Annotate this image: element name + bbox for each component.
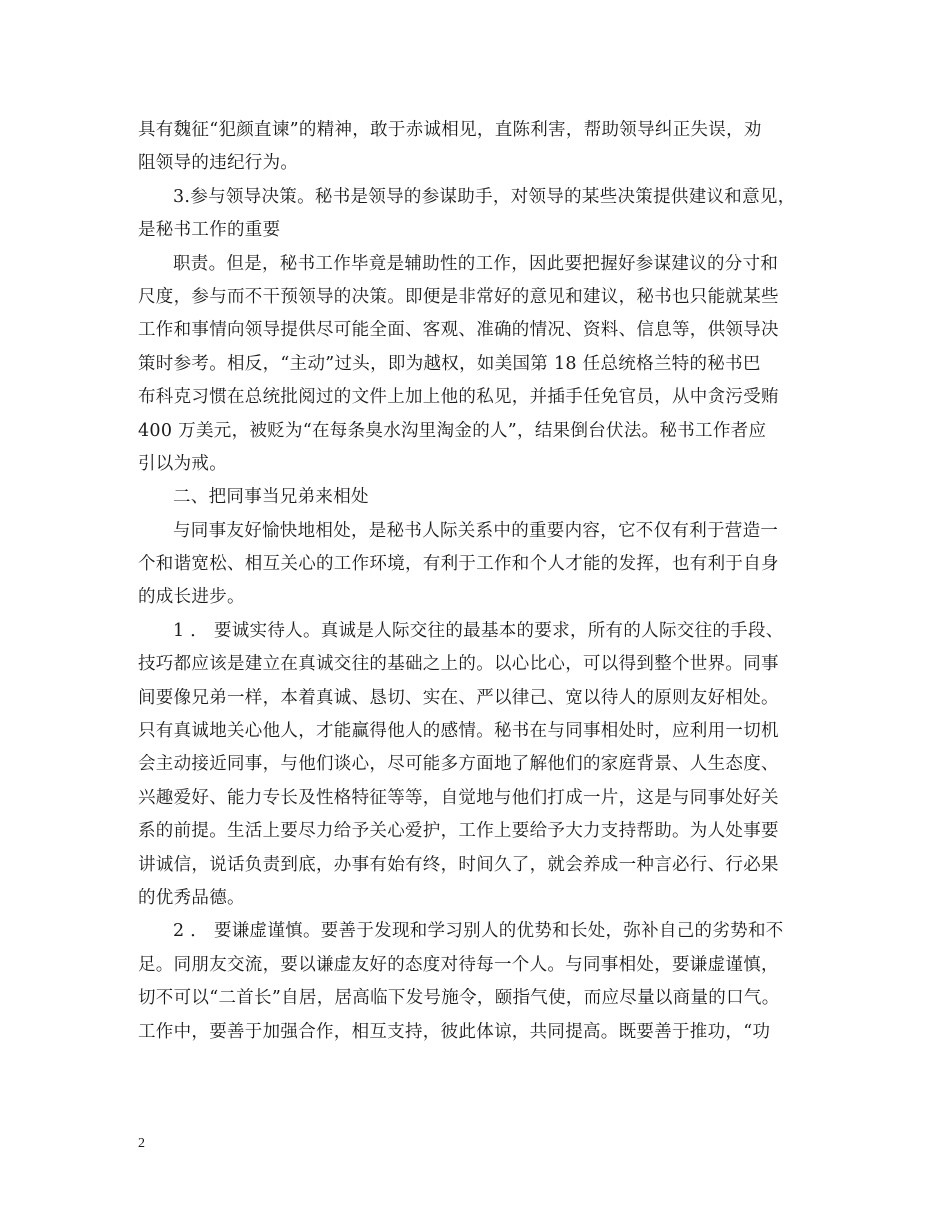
text-line: 讲诚信，说话负责到底，办事有始有终，时间久了，就会养成一种言必行、行必果 [138,854,779,875]
body-text [138,114,818,1049]
text-line: 兴趣爱好、能力专长及性格特征等等，自觉地与他们打成一片，这是与同事处好关 [138,787,779,808]
text-line: 系的前提。生活上要尽力给予关心爱护，工作上要给予大力支持帮助。为人处事要 [138,821,779,842]
text-line: 400 万美元，被贬为“在每条臭水沟里淘金的人”，结果倒台伏法。秘书工作者应 [138,420,767,441]
text-line: 切不可以“二首长”自居，居高临下发号施令，颐指气使，而应尽量以商量的口气。 [138,988,780,1009]
text-line: 尺度，参与而不干预领导的决策。即便是非常好的意见和建议，秘书也只能就某些 [138,286,779,307]
text-line: 足。同朋友交流，要以谦虚友好的态度对待每一个人。与同事相处，要谦虚谨慎， [138,954,779,975]
text-line: 是秘书工作的重要 [138,220,281,241]
text-line: 布科克习惯在总统批阅过的文件上加上他的私见，并插手任免官员，从中贪污受贿 [138,387,779,408]
text-line: 只有真诚地关心他人，才能赢得他人的感情。秘书在与同事相处时，应利用一切机 [138,721,779,742]
text-line: 的成长进步。 [138,587,245,608]
text-line: 技巧都应该是建立在真诚交往的基础之上的。以心比心，可以得到整个世界。同事 [138,654,779,675]
text-line: 的优秀品德。 [138,887,245,908]
text-line: 阻领导的违纪行为。 [138,153,299,174]
text-line: 策时参考。相反，“主动”过头，即为越权，如美国第 18 任总统格兰特的秘书巴 [138,353,761,374]
text-line: 具有魏征“犯颜直谏”的精神，敢于赤诚相见，直陈利害，帮助领导纠正失误，劝 [138,120,762,140]
text-line: 二、把同事当兄弟来相处 [173,487,369,508]
text-line: 会主动接近同事，与他们谈心，尽可能多方面地了解他们的家庭背景、人生态度、 [138,754,779,775]
text-line: 间要像兄弟一样，本着真诚、恳切、实在、严以律己、宽以待人的原则友好相处。 [138,687,779,708]
text-line: 职责。但是，秘书工作毕竟是辅助性的工作，因此要把握好参谋建议的分寸和 [173,253,779,274]
text-line: 1 ． 要诚实待人。真诚是人际交往的最基本的要求，所有的人际交往的手段、 [173,620,784,641]
text-line: 工作中，要善于加强合作，相互支持，彼此体谅，共同提高。既要善于推功，“功 [138,1021,771,1042]
text-line: 引以为戒。 [138,453,227,474]
text-line: 3.参与领导决策。秘书是领导的参谋助手，对领导的某些决策提供建议和意见， [173,186,796,207]
text-line: 与同事友好愉快地相处，是秘书人际关系中的重要内容，它不仅有利于营造一 [173,520,779,541]
text-line: 个和谐宽松、相互关心的工作环境，有利于工作和个人才能的发挥，也有利于自身 [138,554,779,575]
page-number: 2 [138,1136,145,1151]
text-line: 2 ． 要谦虚谨慎。要善于发现和学习别人的优势和长处，弥补自己的劣势和不 [173,921,784,942]
text-line: 工作和事情向领导提供尽可能全面、客观、准确的情况、资料、信息等，供领导决 [138,320,779,341]
